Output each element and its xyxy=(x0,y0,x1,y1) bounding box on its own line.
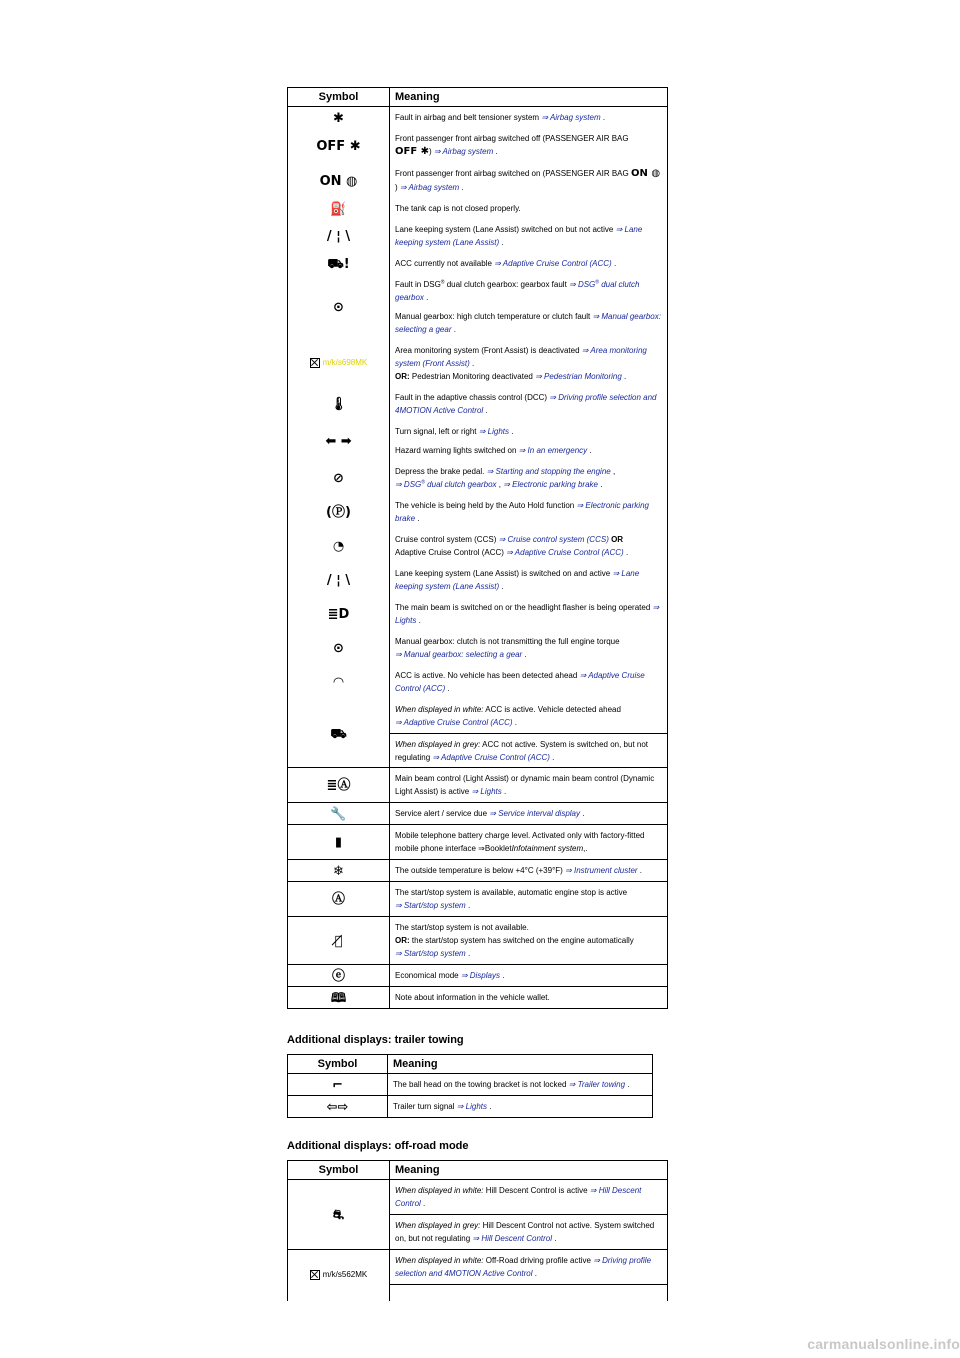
symbol-column-header: Symbol xyxy=(288,1161,390,1180)
passenger-airbag-on-icon: ON ◍ xyxy=(319,173,358,189)
meaning-cell xyxy=(390,803,668,825)
meaning-text: Manual gearbox: high clutch temperature or clutch fault xyxy=(395,312,593,321)
passenger-airbag-off-icon: OFF ✱ xyxy=(316,138,361,154)
meaning-text: OR: xyxy=(395,372,410,381)
cross-reference-link[interactable]: ⇒ In an emergency xyxy=(518,446,590,455)
table-row xyxy=(288,882,668,917)
meaning-cell xyxy=(390,198,668,219)
cross-reference-link[interactable]: ⇒ Manual gearbox: selecting a gear xyxy=(395,650,525,659)
meaning-cell xyxy=(390,128,668,163)
table-row xyxy=(288,665,668,699)
cruise-control-icon: ◔ xyxy=(332,539,345,554)
cross-reference-link[interactable]: ⇒ Lane keeping system (Lane Assist) xyxy=(395,225,643,247)
meaning-cell xyxy=(390,665,668,699)
offroad-section-heading: Additional displays: off-road mode xyxy=(287,1140,469,1152)
meaning-cell xyxy=(390,597,668,631)
cross-reference-link[interactable]: ⇒ Airbag system xyxy=(399,183,462,192)
broken-image-icon xyxy=(310,1270,367,1280)
meaning-text: dual clutch gearbox: gearbox fault xyxy=(444,280,570,289)
meaning-text: . xyxy=(534,1269,537,1278)
cross-reference-link[interactable]: ⇒ Instrument cluster xyxy=(565,866,640,875)
meaning-text: The start/stop system is available, automatic engine stop is active xyxy=(395,888,628,897)
meaning-column-header: Meaning xyxy=(390,88,668,107)
symbol-cell xyxy=(288,860,390,882)
meaning-text: Fault in DSG xyxy=(395,280,441,289)
cross-reference-link[interactable]: ⇒ Adaptive Cruise Control (ACC) xyxy=(494,259,614,268)
meaning-text: Note about information in the vehicle wallet. xyxy=(395,993,550,1002)
meaning-cell xyxy=(390,860,668,882)
symbol-cell xyxy=(288,529,390,563)
auto-hold-icon: (Ⓟ) xyxy=(326,505,351,520)
eco-mode-icon: ⓔ xyxy=(331,968,345,984)
airbag-fault-icon: ✱ xyxy=(333,110,344,126)
meaning-text: Fault in airbag and belt tensioner system xyxy=(395,113,542,122)
meaning-text: The vehicle is being held by the Auto Hold function xyxy=(395,501,577,510)
meaning-text: Hill Descent Control not active. System switched on, but not regulating xyxy=(395,1221,655,1243)
meaning-cell xyxy=(390,529,668,563)
table-row xyxy=(288,461,668,495)
meaning-text: . xyxy=(501,238,504,247)
meaning-text: . xyxy=(627,1080,630,1089)
meaning-text: . xyxy=(624,372,627,381)
table-row xyxy=(288,1250,668,1285)
symbol-cell xyxy=(288,387,390,421)
table-row xyxy=(288,1096,653,1118)
meaning-column-header: Meaning xyxy=(390,1161,668,1180)
meaning-text: The outside temperature is below +4°C (+39°F) xyxy=(395,866,566,875)
meaning-cell xyxy=(390,917,668,965)
inline-symbol-icon: OFF ✱ xyxy=(395,146,430,157)
symbol-table-main-continued xyxy=(287,767,668,1009)
symbol-cell xyxy=(288,421,390,461)
symbol-cell xyxy=(288,965,390,987)
cross-reference-link[interactable]: ⇒ Adaptive Cruise Control (ACC) xyxy=(506,548,626,557)
clutch-torque-icon: ⊙ xyxy=(333,641,344,656)
meaning-text: Area monitoring system (Front Assist) is deactivated xyxy=(395,346,582,355)
cross-reference-link[interactable]: ⇒ Start/stop system xyxy=(395,949,468,958)
symbol-cell xyxy=(288,340,390,387)
fuel-cap-icon: ⛽ xyxy=(330,201,347,217)
table-row xyxy=(288,495,668,529)
meaning-text: . xyxy=(472,359,475,368)
lane-assist-active-icon: / ¦ \ xyxy=(326,573,351,588)
table-row xyxy=(288,387,668,421)
meaning-cell xyxy=(390,965,668,987)
cross-reference-link[interactable]: ⇒ Driving profile selection and 4MOTION Active Control xyxy=(395,393,657,415)
table-row xyxy=(288,803,668,825)
hill-descent-icon: ⛐ xyxy=(332,1207,345,1223)
image-alt-text: m/k/s698MK xyxy=(322,358,368,367)
meaning-cell xyxy=(390,1250,668,1285)
cross-reference-link[interactable]: ⇒ Starting and stopping the engine xyxy=(486,467,613,476)
turn-signal-icon: ⬅ ➡ xyxy=(325,434,352,449)
symbol-column-header: Symbol xyxy=(288,88,390,107)
cross-reference-link[interactable]: ⇒ Driving profile selection and 4MOTION Active Control xyxy=(395,1256,652,1278)
meaning-text: . xyxy=(501,582,504,591)
table-row xyxy=(288,563,668,597)
meaning-cell xyxy=(390,1180,668,1215)
meaning-text: When displayed in grey: xyxy=(395,1221,481,1230)
symbol-cell xyxy=(288,495,390,529)
meaning-text: Economical mode xyxy=(395,971,461,980)
symbol-cell xyxy=(288,825,390,860)
site-watermark: carmanualsonline.info xyxy=(807,1336,960,1352)
meaning-text: The start/stop system is not available. xyxy=(395,923,529,932)
meaning-text: ) xyxy=(429,147,434,157)
cross-reference-link[interactable]: ⇒ Adaptive Cruise Control (ACC) xyxy=(395,718,515,727)
inline-symbol-icon: ON ◍ xyxy=(630,168,661,179)
meaning-text: . xyxy=(417,514,420,523)
table-row xyxy=(288,421,668,461)
meaning-text: Depress the brake pedal. xyxy=(395,467,487,476)
cross-reference-link[interactable]: ⇒ Trailer towing xyxy=(568,1080,628,1089)
meaning-text: When displayed in white: xyxy=(395,705,484,714)
symbol-cell xyxy=(288,803,390,825)
meaning-cell xyxy=(390,219,668,253)
table-row xyxy=(288,987,668,1009)
table-row xyxy=(288,107,668,129)
trailer-section-heading: Additional displays: trailer towing xyxy=(287,1034,464,1046)
symbol-cell xyxy=(288,1250,390,1302)
cross-reference-link[interactable]: ⇒ Lights xyxy=(478,427,512,436)
table-row xyxy=(288,1180,668,1215)
table-row xyxy=(288,529,668,563)
cross-reference-link[interactable]: ⇒ Airbag system xyxy=(541,113,603,122)
meaning-column-header: Meaning xyxy=(388,1055,653,1074)
meaning-cell xyxy=(390,768,668,803)
wrench-icon: 🔧 xyxy=(330,806,347,822)
cross-reference-link[interactable]: ⇒ Lights xyxy=(395,603,660,625)
symbol-cell xyxy=(288,597,390,631)
meaning-cell xyxy=(390,1215,668,1250)
table-row xyxy=(288,163,668,198)
symbol-cell xyxy=(288,1180,390,1250)
symbol-cell xyxy=(288,699,390,768)
meaning-text: . xyxy=(467,949,471,958)
meaning-cell xyxy=(390,274,668,340)
table-row xyxy=(288,253,668,274)
meaning-text: The main beam is switched on or the headlight flasher is being operated xyxy=(395,603,653,612)
symbol-cell xyxy=(288,128,390,163)
meaning-cell xyxy=(390,699,668,734)
cross-reference-link[interactable]: ⇒ DSG xyxy=(569,280,596,289)
meaning-text: . xyxy=(502,971,505,980)
symbol-cell xyxy=(288,917,390,965)
meaning-text: ACC is active. Vehicle detected ahead xyxy=(483,705,621,714)
meaning-text: , xyxy=(612,467,616,476)
meaning-cell xyxy=(390,107,668,129)
trailer-signal-icon: ⇦⇨ xyxy=(326,1099,349,1115)
meaning-text: Lane keeping system (Lane Assist) switched on but not active xyxy=(395,225,616,234)
symbol-cell xyxy=(288,107,390,129)
meaning-text: Off-Road driving profile active xyxy=(483,1256,594,1265)
meaning-cell xyxy=(390,1285,668,1302)
symbol-cell xyxy=(288,219,390,253)
meaning-text: . xyxy=(582,809,585,818)
meaning-text: . xyxy=(447,684,450,693)
meaning-text: . xyxy=(613,259,617,268)
cross-reference-link[interactable]: ⇒ Lane keeping system (Lane Assist) xyxy=(395,569,640,591)
meaning-text: When displayed in white: xyxy=(395,1186,484,1195)
meaning-text: . xyxy=(639,866,643,875)
meaning-text: Manual gearbox: clutch is not transmitting the full engine torque xyxy=(395,637,620,646)
cross-reference-link[interactable]: ⇒ Area monitoring system (Front Assist) xyxy=(395,346,647,368)
meaning-text: . xyxy=(514,718,518,727)
meaning-text: . xyxy=(511,427,514,436)
meaning-text: Trailer turn signal xyxy=(393,1102,457,1111)
table-row xyxy=(288,219,668,253)
meaning-text: ,. xyxy=(583,844,588,853)
meaning-text: OR: xyxy=(395,936,410,945)
table-row xyxy=(288,198,668,219)
cross-reference-link[interactable]: ⇒ Adaptive Cruise Control (ACC) xyxy=(432,753,553,762)
meaning-text: When displayed in grey: xyxy=(395,740,481,749)
meaning-text: ACC not active. System is switched on, but not regulating xyxy=(395,740,649,762)
meaning-text: Front passenger front airbag switched on (PASSENGER AIR BAG xyxy=(395,169,631,179)
table-row xyxy=(288,340,668,387)
symbol-cell xyxy=(288,253,390,274)
symbol-cell xyxy=(288,1096,388,1118)
meaning-text: OR xyxy=(611,535,624,544)
meaning-cell xyxy=(390,825,668,860)
meaning-text: . xyxy=(600,480,603,489)
symbol-cell xyxy=(288,768,390,803)
broken-image-icon xyxy=(310,358,367,368)
cross-reference-link[interactable]: ® xyxy=(421,479,425,486)
cross-reference-link[interactable]: ⇒ Airbag system xyxy=(433,147,496,157)
meaning-text: Pedestrian Monitoring deactivated xyxy=(409,372,536,381)
meaning-text: Turn signal, left or right xyxy=(395,427,479,436)
meaning-text: . xyxy=(589,446,592,455)
frost-icon: ❄ xyxy=(333,863,344,879)
meaning-cell xyxy=(390,253,668,274)
symbol-cell xyxy=(288,631,390,665)
table-row xyxy=(288,860,668,882)
meaning-cell xyxy=(390,882,668,917)
meaning-text: . xyxy=(485,406,488,415)
symbol-cell xyxy=(288,274,390,340)
table-row xyxy=(288,128,668,163)
meaning-cell xyxy=(390,987,668,1009)
brake-pedal-icon: ⊘ xyxy=(333,471,344,486)
gearbox-fault-icon: ⊙ xyxy=(333,300,344,315)
meaning-text: ) xyxy=(395,183,400,192)
meaning-text: ACC is active. No vehicle has been detected ahead xyxy=(395,671,580,680)
main-beam-icon: ≣D xyxy=(327,607,350,622)
cross-reference-link[interactable]: ⇒ Displays xyxy=(460,971,503,980)
table-row xyxy=(288,768,668,803)
acc-vehicle-ahead-icon: ⛟ xyxy=(330,726,347,742)
table-row xyxy=(288,1074,653,1096)
acc-unavailable-icon: ⛟! xyxy=(327,256,350,272)
cross-reference-link[interactable]: ⇒ Lights xyxy=(456,1102,490,1111)
meaning-text: . xyxy=(426,293,429,302)
meaning-text: . xyxy=(495,147,498,157)
vehicle-wallet-icon: 🕮 xyxy=(330,990,347,1006)
meaning-cell xyxy=(390,461,668,495)
symbol-cell xyxy=(288,882,390,917)
meaning-text: . xyxy=(554,1234,557,1243)
symbol-cell xyxy=(288,987,390,1009)
meaning-cell xyxy=(390,495,668,529)
table-row xyxy=(288,917,668,965)
start-stop-icon: Ⓐ xyxy=(331,892,345,907)
symbol-cell xyxy=(288,665,390,699)
meaning-text: Cruise control system (CCS) xyxy=(395,535,499,544)
meaning-text: Main beam control (Light Assist) or dynamic main beam control (Dynamic Light Assist) is active xyxy=(395,774,655,796)
image-alt-text: m/k/s562MK xyxy=(322,1270,368,1279)
meaning-text: . xyxy=(453,325,456,334)
cross-reference-link[interactable]: ⇒ Start/stop system xyxy=(395,901,468,910)
cross-reference-link[interactable]: dual clutch gearbox xyxy=(424,480,499,489)
meaning-text: Hill Descent Control is active xyxy=(483,1186,590,1195)
meaning-text: . xyxy=(467,901,471,910)
light-assist-icon: ≣Ⓐ xyxy=(326,778,351,793)
cross-reference-link[interactable]: ⇒ Hill Descent Control xyxy=(395,1186,642,1208)
phone-battery-icon: ▮ xyxy=(334,835,343,850)
meaning-text: , xyxy=(498,480,504,489)
cross-reference-link[interactable]: ⇒ Pedestrian Monitoring xyxy=(535,372,625,381)
lane-assist-icon: / ¦ \ xyxy=(326,229,351,244)
table-row xyxy=(288,699,668,734)
meaning-text: . xyxy=(602,113,606,122)
cross-reference-link[interactable]: ⇒ Lights xyxy=(471,787,504,796)
meaning-cell xyxy=(390,340,668,387)
meaning-text: Mobile telephone battery charge level. Activated only with factory-fitted mobile phone interface ⇒Booklet xyxy=(395,831,645,853)
meaning-text: Service alert / service due xyxy=(395,809,490,818)
meaning-cell xyxy=(388,1074,653,1096)
table-row xyxy=(288,274,668,340)
cross-reference-link[interactable]: ⇒ Manual gearbox: selecting a gear xyxy=(395,312,661,334)
meaning-text: . xyxy=(625,548,629,557)
meaning-text: . xyxy=(423,1199,426,1208)
meaning-cell xyxy=(390,563,668,597)
symbol-table-main xyxy=(287,87,668,768)
meaning-text: The tank cap is not closed properly. xyxy=(395,204,521,213)
meaning-text: . xyxy=(524,650,527,659)
symbol-column-header: Symbol xyxy=(288,1055,388,1074)
symbol-cell xyxy=(288,163,390,198)
table-row xyxy=(288,965,668,987)
cross-reference-link[interactable]: ⇒ Adaptive Cruise Control (ACC) xyxy=(395,671,645,693)
meaning-cell xyxy=(390,734,668,769)
meaning-text: the start/stop system has switched on the engine automatically xyxy=(409,936,634,945)
meaning-text: Adaptive Cruise Control (ACC) xyxy=(395,548,507,557)
meaning-text: . xyxy=(552,753,555,762)
meaning-cell xyxy=(390,163,668,198)
meaning-cell xyxy=(390,421,668,461)
meaning-text: . xyxy=(503,787,507,796)
cross-reference-link[interactable]: ⇒ Hill Descent Control xyxy=(472,1234,555,1243)
meaning-text: Lane keeping system (Lane Assist) is switched on and active xyxy=(395,569,613,578)
symbol-cell xyxy=(288,461,390,495)
meaning-text: ACC currently not available xyxy=(395,259,495,268)
cross-reference-link[interactable]: ⇒ Service interval display xyxy=(489,809,583,818)
meaning-text: Front passenger front airbag switched off (PASSENGER AIR BAG xyxy=(395,134,629,143)
meaning-text: Fault in the adaptive chassis control (DCC) xyxy=(395,393,550,402)
meaning-text: . xyxy=(418,616,421,625)
meaning-text: Infotainment system xyxy=(511,844,584,853)
meaning-text: Hazard warning lights switched on xyxy=(395,446,519,455)
cross-reference-link[interactable]: ⇒ DSG xyxy=(395,480,422,489)
acc-active-icon: ◠ xyxy=(333,675,344,690)
cross-reference-link[interactable]: dual clutch gearbox xyxy=(395,280,640,302)
symbol-table-trailer xyxy=(287,1054,653,1118)
table-row xyxy=(288,825,668,860)
meaning-text: When displayed in white: xyxy=(395,1256,484,1265)
meaning-text: The ball head on the towing bracket is not locked xyxy=(393,1080,569,1089)
symbol-cell xyxy=(288,1074,388,1096)
meaning-cell xyxy=(388,1096,653,1118)
ball-head-icon: ⌐ xyxy=(332,1077,343,1093)
cross-reference-link[interactable]: ⇒ Cruise control system (CCS) xyxy=(498,535,612,544)
meaning-text: ® xyxy=(440,279,445,286)
start-stop-unavailable-icon: Ⓐ̸ xyxy=(334,933,343,949)
symbol-cell xyxy=(288,563,390,597)
table-row xyxy=(288,631,668,665)
dcc-fault-icon: 🌡 xyxy=(330,397,347,412)
meaning-cell xyxy=(390,387,668,421)
table-row xyxy=(288,597,668,631)
cross-reference-link[interactable]: ⇒ Electronic parking brake xyxy=(503,480,601,489)
cross-reference-link[interactable]: ® xyxy=(595,279,599,286)
symbol-cell xyxy=(288,198,390,219)
meaning-text: . xyxy=(461,183,464,192)
meaning-text: . xyxy=(489,1102,492,1111)
meaning-cell xyxy=(390,631,668,665)
symbol-table-offroad xyxy=(287,1160,668,1301)
cross-reference-link[interactable]: ⇒ Electronic parking brake xyxy=(395,501,649,523)
